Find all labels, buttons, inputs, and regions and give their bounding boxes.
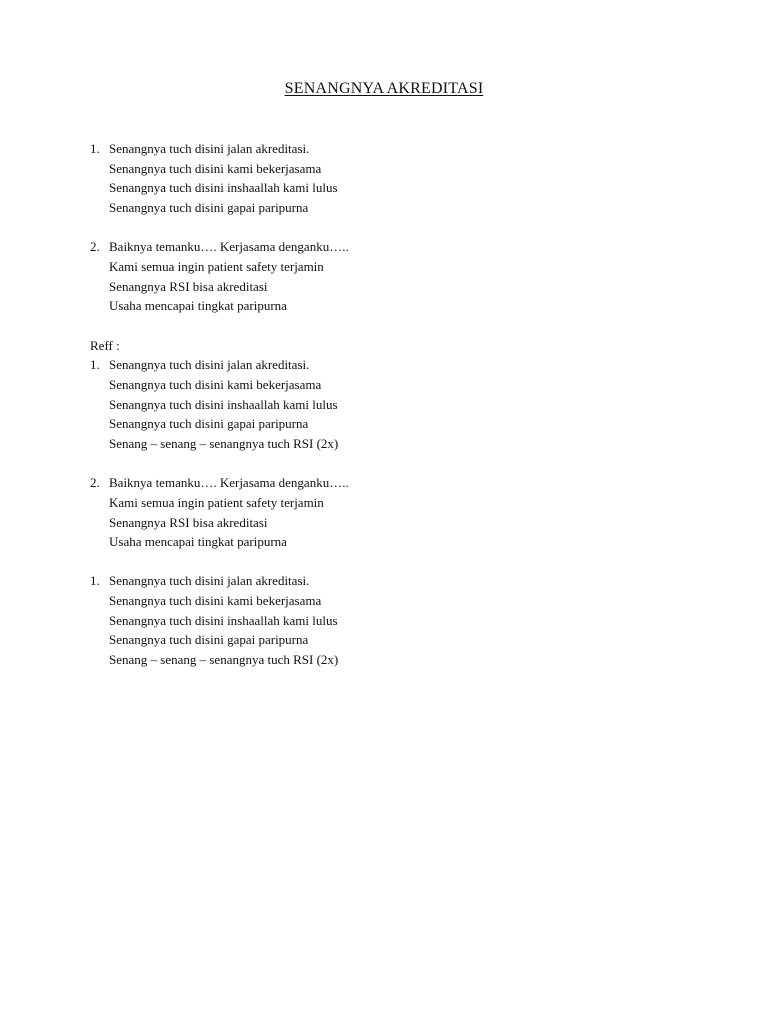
lyric-line: Usaha mencapai tingkat paripurna — [109, 534, 287, 550]
numbered-verse — [90, 571, 690, 669]
verse-block — [90, 571, 690, 669]
verse-number: 2. — [90, 475, 100, 491]
lyric-line: Senangnya tuch disini gapai paripurna — [109, 200, 309, 216]
numbered-verse — [90, 473, 690, 552]
verse-lines — [109, 571, 690, 669]
verse-lines — [109, 355, 690, 453]
verse-block — [90, 139, 690, 218]
lyric-line: Senangnya tuch disini jalan akreditasi. — [109, 357, 310, 373]
page-title: SENANGNYA AKREDITASI — [284, 80, 484, 97]
lyric-line: Senang – senang – senangnya tuch RSI (2x) — [109, 652, 339, 668]
lyric-line: Senangnya tuch disini kami bekerjasama — [109, 376, 322, 392]
lyric-line: Senangnya tuch disini inshaallah kami lulus — [109, 180, 338, 196]
lyric-line: Usaha mencapai tingkat paripurna — [109, 298, 287, 314]
lyric-line: Senangnya tuch disini gapai paripurna — [109, 416, 309, 432]
verse-block — [90, 237, 690, 316]
verse-block — [90, 473, 690, 552]
lyric-line: Senangnya tuch disini inshaallah kami lulus — [109, 396, 338, 412]
numbered-verse — [90, 355, 690, 453]
lyric-line: Senangnya tuch disini jalan akreditasi. — [109, 573, 310, 589]
lyric-line: Kami semua ingin patient safety terjamin — [109, 258, 324, 274]
lyric-line: Kami semua ingin patient safety terjamin — [109, 494, 324, 510]
verse-lines — [109, 473, 690, 552]
numbered-verse — [90, 237, 690, 316]
lyric-line: Senangnya tuch disini kami bekerjasama — [109, 160, 322, 176]
lyric-line: Senangnya tuch disini gapai paripurna — [109, 632, 309, 648]
lyric-line: Senangnya tuch disini inshaallah kami lulus — [109, 612, 338, 628]
lyrics-body — [90, 139, 690, 689]
lyric-line: Senangnya tuch disini jalan akreditasi. — [109, 141, 310, 156]
verse-number: 1. — [90, 141, 100, 156]
verse-number: 2. — [90, 239, 100, 255]
section-heading: Reff : — [90, 337, 120, 353]
lyric-line: Baiknya temanku…. Kerjasama denganku….. — [109, 239, 349, 255]
lyric-line: Baiknya temanku…. Kerjasama denganku….. — [109, 475, 349, 491]
verse-number: 1. — [90, 573, 100, 589]
lyric-line: Senang – senang – senangnya tuch RSI (2x) — [109, 435, 339, 451]
verse-lines — [109, 139, 690, 218]
verse-lines — [109, 237, 690, 316]
lyric-line: Senangnya tuch disini kami bekerjasama — [109, 593, 322, 609]
lyric-line: Senangnya RSI bisa akreditasi — [109, 278, 268, 294]
lyric-line: Senangnya RSI bisa akreditasi — [109, 514, 268, 530]
verse-block — [90, 336, 690, 454]
numbered-verse — [90, 139, 690, 218]
verse-number: 1. — [90, 357, 100, 373]
